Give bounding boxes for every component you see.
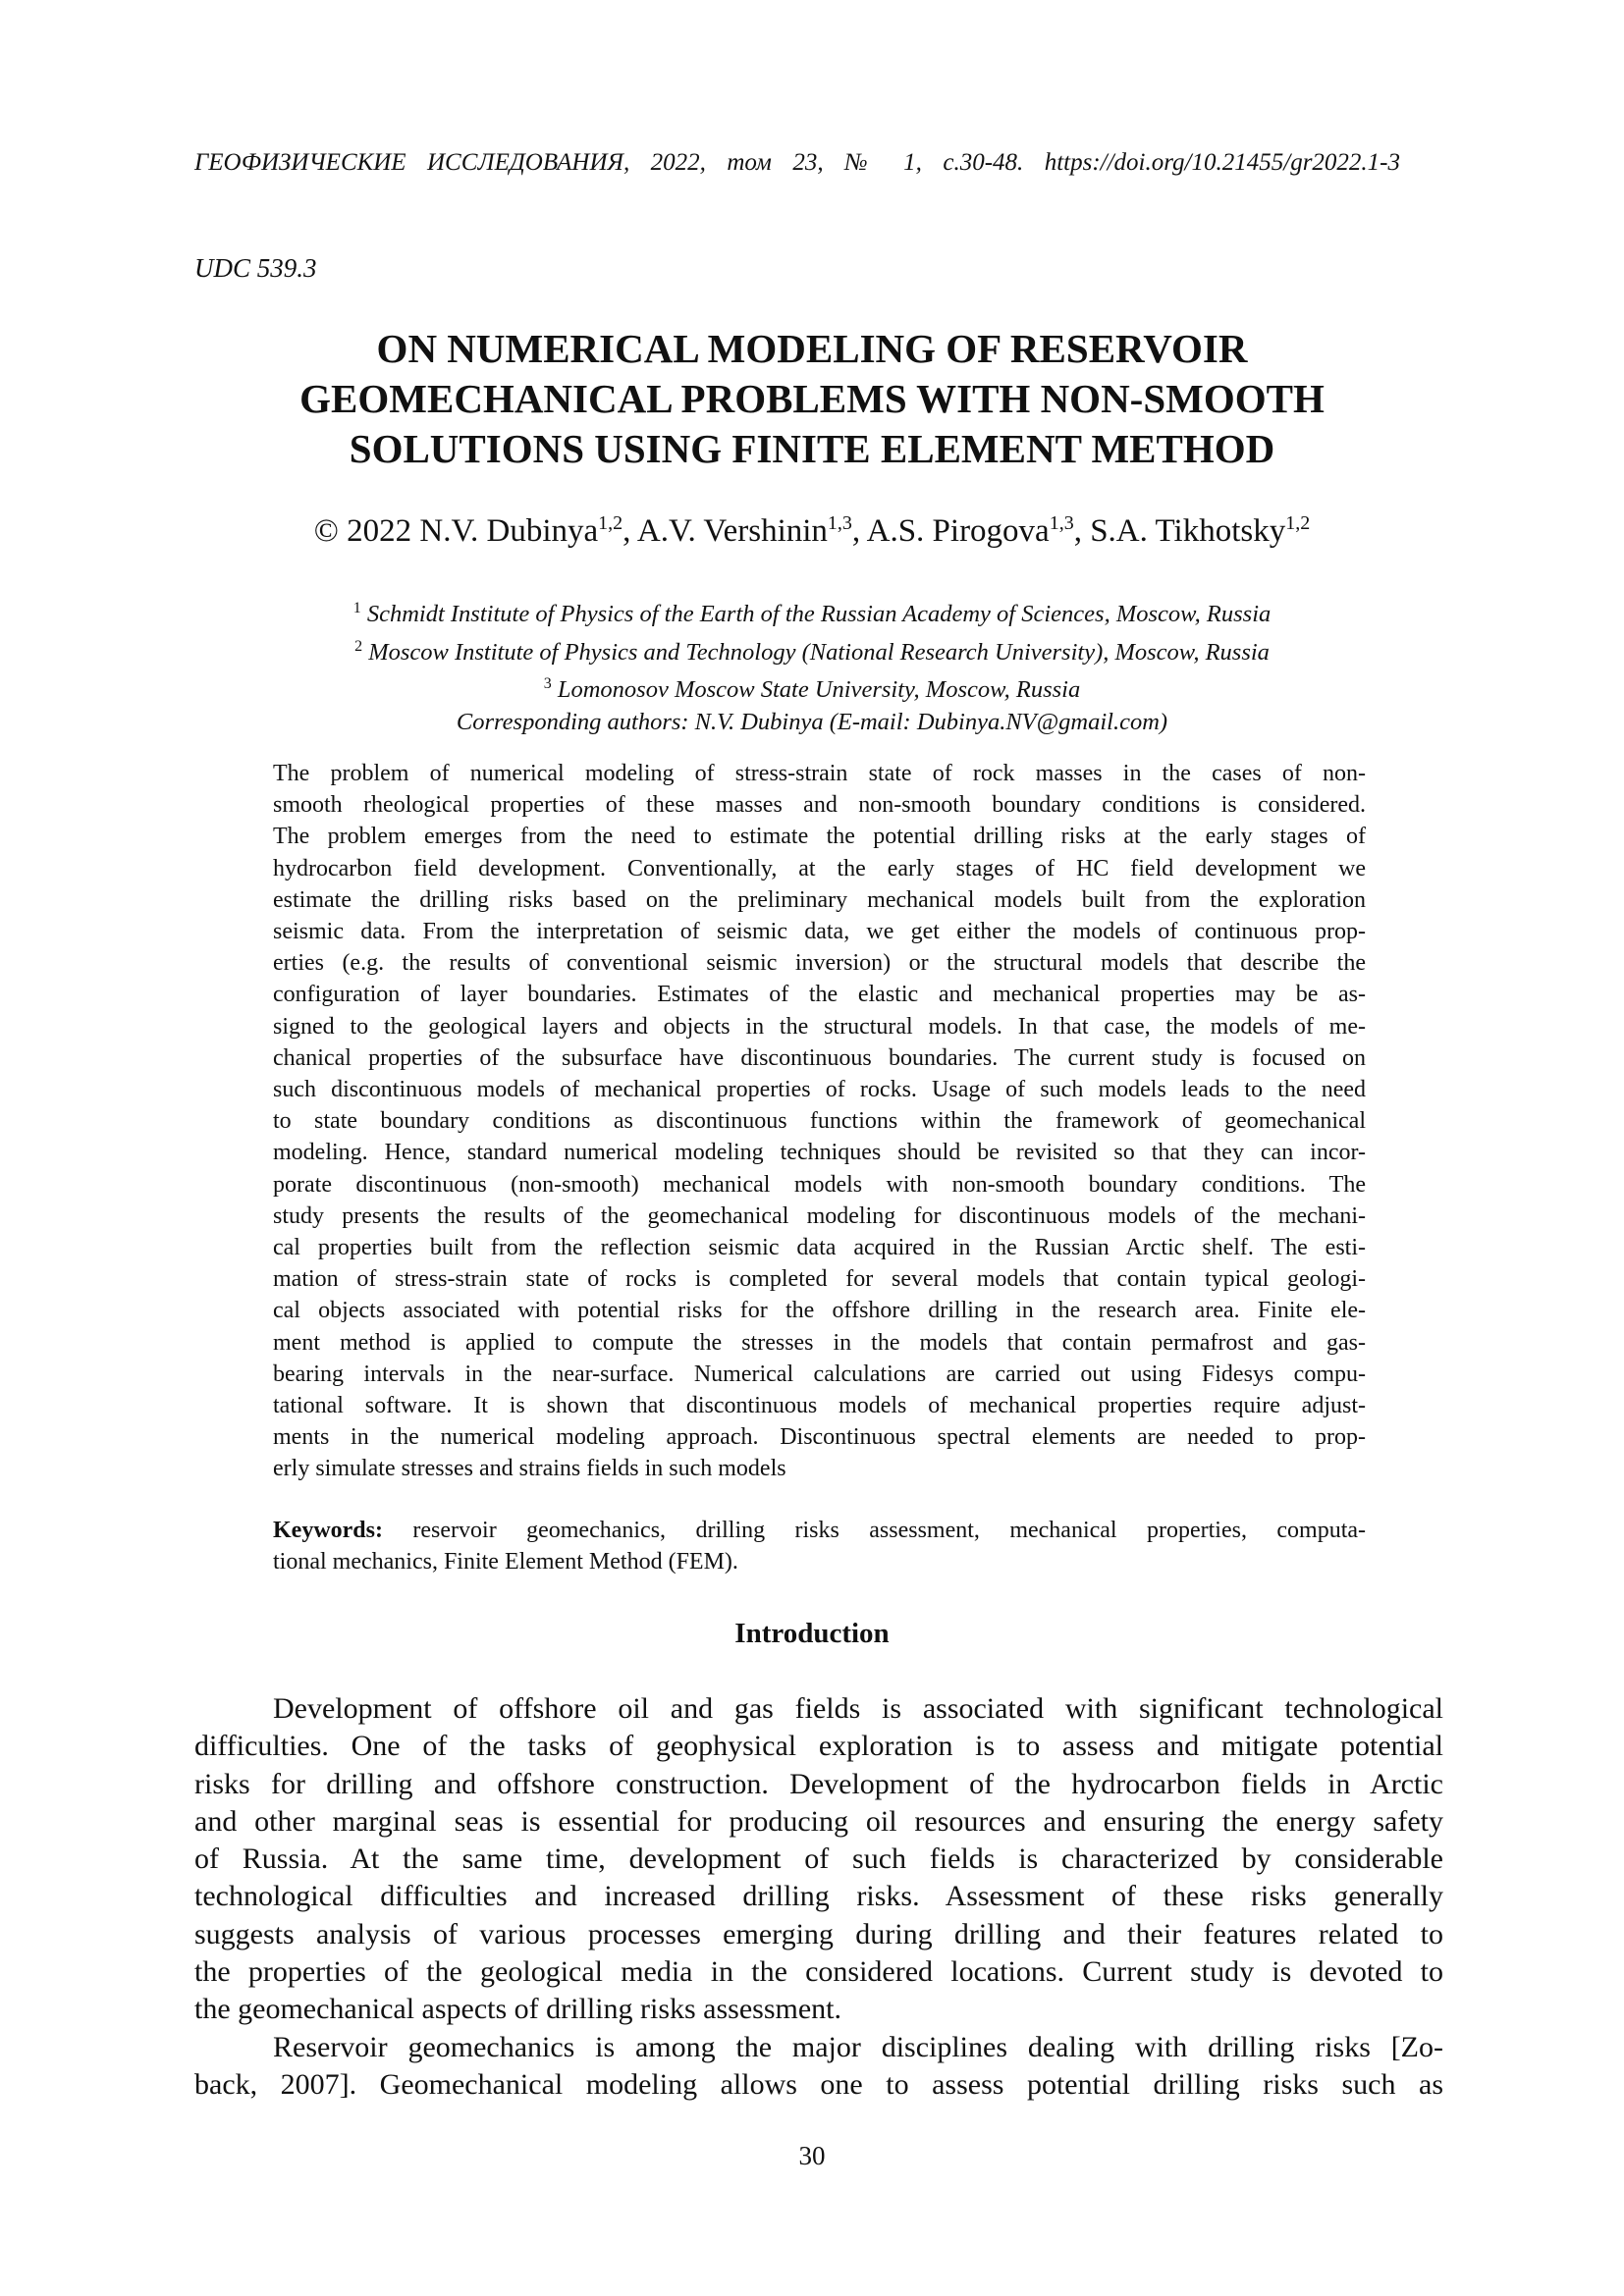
affiliation-number: 3 bbox=[543, 675, 552, 693]
text-line: configuration of layer boundaries. Estimates of the elastic and mechanical properties may be as- bbox=[273, 982, 1366, 1008]
text-line: Development of offshore oil and gas fields is associated with significant technological bbox=[273, 1692, 1443, 1725]
affiliation bbox=[196, 668, 1428, 707]
affiliation-number: 1 bbox=[352, 600, 361, 616]
paper-title bbox=[196, 324, 1428, 474]
keywords-text: reservoir geomechanics, drilling risks assessment, mechanical properties, computa- bbox=[412, 1518, 1367, 1543]
title-line: SOLUTIONS USING FINITE ELEMENT METHOD bbox=[349, 426, 1275, 471]
author-affiliation: 1,3 bbox=[827, 512, 852, 534]
body-text bbox=[194, 1690, 1443, 2104]
text-line: ment method is applied to compute the stresses in the models that contain permafrost and gas- bbox=[273, 1329, 1366, 1356]
udc-code: UDC 539.3 bbox=[194, 253, 317, 283]
text-line: porate discontinuous (non-smooth) mechanical models with non-smooth boundary conditions. The bbox=[273, 1171, 1366, 1198]
text-line: erly simulate stresses and strains fields in such models bbox=[273, 1456, 786, 1482]
affiliation-text: Lomonosov Moscow State University, Moscow, Russia bbox=[557, 676, 1081, 704]
affiliation-number: 2 bbox=[354, 637, 363, 655]
text-line: of Russia. At the same time, development of such fields is characterized by considerable bbox=[194, 1842, 1443, 1876]
text-line: tational software. It is shown that discontinuous models of mechanical properties require adjust- bbox=[273, 1393, 1366, 1419]
text-line: the properties of the geological media in the considered locations. Current study is devoted to bbox=[194, 1955, 1443, 1989]
keywords-text: tional mechanics, Finite Element Method (FEM). bbox=[273, 1549, 738, 1575]
affiliation-text: Schmidt Institute of Physics of the Earth of the Russian Academy of Sciences, Moscow, Russia bbox=[366, 601, 1272, 628]
corresponding-author: Corresponding authors: N.V. Dubinya (E-mail: Dubinya.NV@gmail.com) bbox=[456, 708, 1168, 735]
text-line: risks for drilling and offshore construction. Development of the hydrocarbon fields in Arctic bbox=[194, 1767, 1443, 1800]
author-affiliation: 1,3 bbox=[1049, 512, 1074, 534]
text-line: difficulties. One of the tasks of geophysical exploration is to assess and mitigate potential bbox=[194, 1730, 1443, 1763]
text-line: seismic data. From the interpretation of seismic data, we get either the models of continuous prop- bbox=[273, 919, 1366, 945]
author-name: A.V. Vershinin bbox=[636, 513, 828, 549]
journal-header: ГЕОФИЗИЧЕСКИЕ ИССЛЕДОВАНИЯ, 2022, том 23, № 1, с.30-48. https://doi.org/10.21455/gr2022.1-3 bbox=[194, 149, 1400, 176]
section-heading-introduction: Introduction bbox=[734, 1618, 890, 1649]
keywords bbox=[273, 1515, 1366, 1577]
text-line: study presents the results of the geomechanical modeling for discontinuous models of the mechani- bbox=[273, 1202, 1366, 1229]
text-line: ments in the numerical modeling approach. Discontinuous spectral elements are needed to prop- bbox=[273, 1424, 1366, 1451]
text-line: smooth rheological properties of these masses and non-smooth boundary conditions is considered. bbox=[273, 792, 1366, 819]
text-line: to state boundary conditions as discontinuous functions within the framework of geomechanical bbox=[273, 1108, 1366, 1135]
text-line: mation of stress-strain state of rocks is completed for several models that contain typical geologi- bbox=[273, 1266, 1366, 1293]
author-name: A.S. Pirogova bbox=[866, 513, 1050, 549]
text-line: such discontinuous models of mechanical properties of rocks. Usage of such models leads to the need bbox=[273, 1077, 1366, 1103]
affiliation bbox=[196, 631, 1428, 669]
text-line: back, 2007]. Geomechanical modeling allows one to assess potential drilling risks such as bbox=[194, 2067, 1443, 2101]
page-number: 30 bbox=[798, 2141, 826, 2170]
author-name: N.V. Dubinya bbox=[419, 513, 599, 549]
author-name: S.A. Tikhotsky bbox=[1090, 513, 1286, 549]
affiliation-text: Moscow Institute of Physics and Technology (National Research University), Moscow, Russia bbox=[368, 638, 1270, 666]
text-line: The problem emerges from the need to estimate the potential drilling risks at the early stages of bbox=[273, 824, 1366, 850]
author-list: © 2022 N.V. Dubinya$^{1,2}$, A.V. Vershinin$^{1,3}$, A.S. Pirogova$^{1,3}$, S.A. Tikhotsky$^{1,2}$ bbox=[313, 512, 1311, 549]
text-line: cal properties built from the reflection seismic data acquired in the Russian Arctic shelf. The esti- bbox=[273, 1235, 1366, 1261]
affiliations bbox=[196, 593, 1428, 738]
text-line: technological difficulties and increased drilling risks. Assessment of these risks generally bbox=[194, 1880, 1443, 1913]
text-line: chanical properties of the subsurface have discontinuous boundaries. The current study is focused on bbox=[273, 1044, 1366, 1071]
author-affiliation: 1,2 bbox=[598, 512, 623, 534]
text-line: estimate the drilling risks based on the preliminary mechanical models built from the exploration bbox=[273, 886, 1366, 913]
author-affiliation: 1,2 bbox=[1285, 512, 1311, 534]
text-line: cal objects associated with potential risks for the offshore drilling in the research area. Finite ele- bbox=[273, 1298, 1366, 1324]
keywords-label: Keywords: bbox=[273, 1518, 383, 1543]
text-line: erties (e.g. the results of conventional seismic inversion) or the structural models that describe the bbox=[273, 950, 1366, 977]
text-line: hydrocarbon field development. Conventionally, at the early stages of HC field development we bbox=[273, 855, 1366, 881]
text-line: Reservoir geomechanics is among the major disciplines dealing with drilling risks [Zo- bbox=[273, 2030, 1443, 2063]
text-line: and other marginal seas is essential for producing oil resources and ensuring the energy safety bbox=[194, 1804, 1443, 1838]
text-line: the geomechanical aspects of drilling risks assessment. bbox=[194, 1993, 841, 2026]
title-line: ON NUMERICAL MODELING OF RESERVOIR bbox=[376, 326, 1248, 371]
abstract bbox=[273, 758, 1366, 1485]
text-line: modeling. Hence, standard numerical modeling techniques should be revisited so that they can incor- bbox=[273, 1140, 1366, 1166]
text-line: signed to the geological layers and objects in the structural models. In that case, the models of me- bbox=[273, 1013, 1366, 1040]
copyright: © 2022 bbox=[313, 513, 412, 549]
text-line: suggests analysis of various processes emerging during drilling and their features related to bbox=[194, 1917, 1443, 1950]
text-line: bearing intervals in the near-surface. Numerical calculations are carried out using Fidesys compu- bbox=[273, 1361, 1366, 1387]
affiliation bbox=[196, 593, 1428, 631]
text-line: The problem of numerical modeling of stress-strain state of rock masses in the cases of non- bbox=[273, 761, 1366, 786]
title-line: GEOMECHANICAL PROBLEMS WITH NON-SMOOTH bbox=[299, 376, 1325, 421]
